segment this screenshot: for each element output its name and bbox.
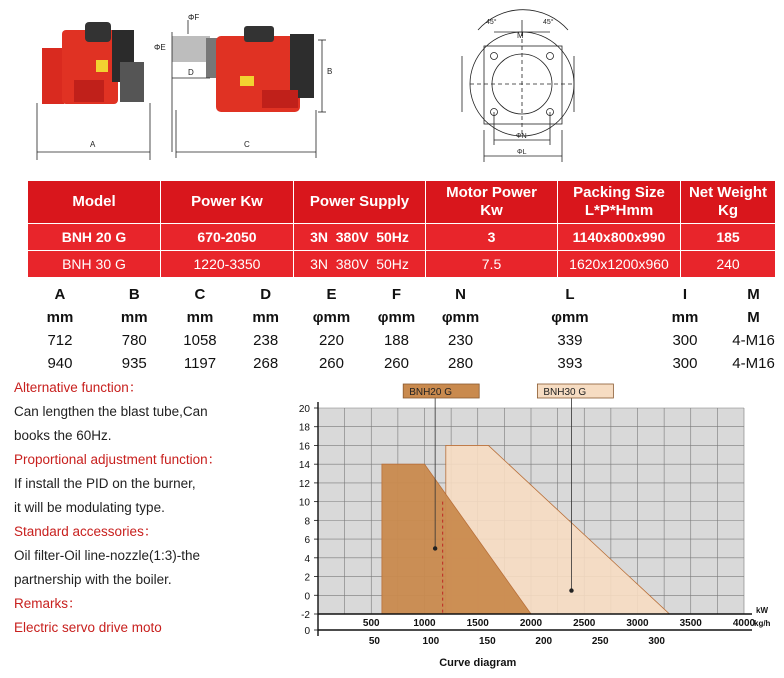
dimension-unit: φmm: [551, 309, 589, 326]
dimension-label: C: [194, 286, 206, 303]
dimension-unit: φmm: [377, 309, 416, 326]
note-title: Alternative function：: [14, 380, 143, 395]
spec-cell: 1220-3350: [161, 251, 294, 278]
note-line: books the 60Hz.: [14, 428, 112, 443]
dim-label-b: B: [327, 67, 333, 76]
curve-diagram: [270, 378, 784, 678]
y-tick-label: 6: [304, 535, 310, 547]
spec-header-cell: Model: [28, 181, 161, 224]
dimension-unit: mm: [671, 309, 699, 326]
x-tick-label-kw: 1500: [466, 618, 489, 629]
dimension-unit: mm: [252, 309, 280, 326]
note-line: If install the PID on the burner,: [14, 476, 196, 491]
x-tick-label-kgh: 50: [368, 636, 381, 647]
angle-label-right: 45°: [543, 19, 554, 26]
dimension-value: 339: [557, 332, 583, 349]
note-title: Standard accessories：: [14, 524, 158, 539]
chart-title: Curve diagram: [439, 657, 517, 669]
x-tick-label-kw: 500: [362, 618, 380, 629]
x-tick-label-kw: 3500: [679, 618, 702, 629]
y-tick-label: 0: [304, 591, 310, 603]
note-line: it will be modulating type.: [14, 500, 165, 515]
dimension-value: 220: [318, 332, 344, 349]
y-tick-label: 16: [298, 441, 310, 453]
x-axis-unit-kw: kW: [756, 606, 768, 615]
dimension-unit: φmm: [441, 309, 480, 326]
dimension-label: B: [128, 286, 140, 303]
y-tick-label: 10: [298, 497, 310, 509]
dimension-value: 300: [672, 332, 698, 349]
x-tick-label-kw: 2000: [519, 618, 543, 629]
spec-header-row: [28, 181, 776, 224]
dimension-label: A: [54, 286, 66, 303]
spec-cell: 3N 380V 50Hz: [294, 251, 426, 278]
note-line: Can lengthen the blast tube,Can: [14, 404, 208, 419]
dimension-unit: φmm: [312, 309, 351, 326]
dimension-row-bnh30: [18, 352, 784, 375]
dim-label-m: M: [517, 31, 524, 40]
spec-row-bnh20: [28, 224, 776, 251]
dimension-label: N: [455, 286, 466, 303]
legend-label-bnh20: BNH20 G: [409, 387, 452, 398]
y-tick-label: 4: [304, 553, 310, 565]
dim-label-a: A: [90, 140, 96, 149]
working-point: [569, 588, 573, 592]
note-line: Oil filter-Oil line-nozzle(1:3)-the: [14, 548, 201, 563]
dimension-value: 940: [47, 355, 73, 372]
legend-label-bnh30: BNH30 G: [543, 387, 587, 398]
y-tick-label: 18: [298, 422, 310, 434]
spec-cell: 7.5: [426, 251, 558, 278]
x-tick-label-kw: 2500: [573, 618, 596, 629]
y-tick-label: 8: [304, 516, 310, 528]
x-tick-label-kgh: 150: [478, 636, 496, 647]
spec-cell: BNH 20 G: [28, 224, 161, 251]
y-tick-label: 12: [298, 478, 310, 490]
spec-cell: 240: [681, 251, 776, 278]
spec-cell: 1620x1200x960: [558, 251, 681, 278]
spec-cell: 3N 380V 50Hz: [294, 224, 426, 251]
y-tick-label: 2: [304, 572, 310, 584]
dimension-row-bnh20: [18, 329, 784, 352]
dimension-value: 268: [253, 355, 279, 372]
x-tick-label-kgh: 300: [648, 636, 666, 647]
dimension-unit: mm: [46, 309, 74, 326]
dimension-value: 260: [318, 355, 344, 372]
x-tick-label-kgh: 250: [591, 636, 609, 647]
dimension-value: 935: [121, 355, 147, 372]
burner-drawings: [0, 0, 784, 175]
spec-cell: BNH 30 G: [28, 251, 161, 278]
x-tick-label-kgh: 100: [422, 636, 440, 647]
note-line: partnership with the boiler.: [14, 572, 172, 587]
dimension-value: 780: [121, 332, 147, 349]
dimension-label: M: [747, 286, 760, 303]
working-point: [433, 546, 437, 550]
spec-cell: 1140x800x990: [558, 224, 681, 251]
y-tick-label: 0: [304, 626, 310, 637]
burner-photo-front: [42, 22, 144, 104]
dim-label-c: C: [244, 140, 250, 149]
dimension-value: 238: [253, 332, 279, 349]
spec-row-bnh30: [28, 251, 776, 278]
dim-label-phil: ΦL: [517, 149, 527, 156]
spec-header-cell: Net Weight Kg: [681, 181, 776, 224]
dimension-unit: mm: [120, 309, 148, 326]
dimension-label: I: [682, 286, 688, 303]
note-title: Remarks：: [14, 596, 82, 611]
dimension-value: 4-M16: [732, 355, 775, 372]
dimension-value: 1058: [183, 332, 217, 349]
spec-header-cell: Packing Size L*P*Hmm: [558, 181, 681, 224]
dimension-value: 4-M16: [732, 332, 775, 349]
y-tick-label: 14: [298, 460, 310, 472]
dimension-value: 280: [448, 355, 474, 372]
dimension-value: 188: [383, 332, 409, 349]
feature-notes: [14, 376, 264, 640]
dimension-unit-row: [18, 306, 784, 329]
x-tick-label-kw: 1000: [413, 618, 436, 629]
spec-header-cell: Power Kw: [161, 181, 294, 224]
spec-cell: 670-2050: [161, 224, 294, 251]
spec-table: [27, 180, 776, 278]
x-axis-unit-kgh: kg/h: [754, 619, 771, 628]
x-tick-label-kw: 4000: [732, 618, 756, 629]
dimension-unit: M: [747, 309, 760, 326]
dimension-table: [18, 283, 784, 375]
dimension-label: E: [326, 286, 337, 303]
dim-label-phie: ΦE: [154, 43, 166, 52]
dimension-label: D: [260, 286, 272, 303]
dimension-value: 1197: [183, 355, 217, 372]
note-title: Electric servo drive moto: [14, 620, 162, 635]
dim-label-phif: ΦF: [188, 13, 200, 22]
dim-label-phin: ΦN: [516, 133, 527, 140]
dimension-label: L: [565, 286, 575, 303]
dimension-value: 260: [383, 355, 409, 372]
dimension-value: 393: [557, 355, 583, 372]
spec-header-cell: Power Supply: [294, 181, 426, 224]
dimension-label-row: [18, 283, 784, 306]
angle-label-left: 45°: [486, 19, 497, 26]
y-tick-label: 20: [298, 404, 310, 415]
spec-cell: 185: [681, 224, 776, 251]
dimension-unit: mm: [186, 309, 214, 326]
dim-label-d: D: [188, 68, 194, 77]
spec-cell: 3: [426, 224, 558, 251]
spec-header-cell: Motor Power Kw: [426, 181, 558, 224]
dimension-value: 230: [448, 332, 474, 349]
note-title: Proportional adjustment function：: [14, 452, 222, 467]
y-tick-label: -2: [301, 610, 310, 621]
dimension-value: 300: [672, 355, 698, 372]
dimension-value: 712: [47, 332, 73, 349]
dimension-label: F: [391, 286, 402, 303]
x-tick-label-kw: 3000: [626, 618, 649, 629]
x-tick-label-kgh: 200: [535, 636, 553, 647]
